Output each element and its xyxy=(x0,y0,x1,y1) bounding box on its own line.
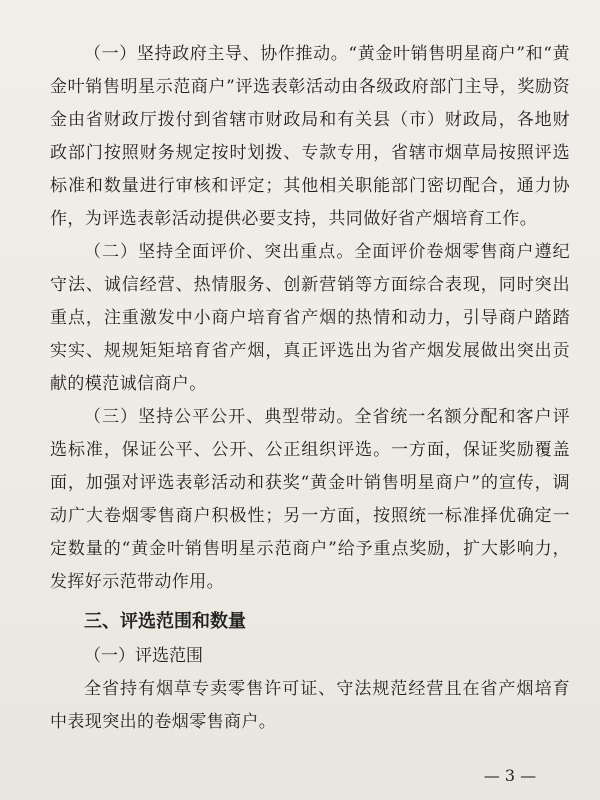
section-heading: 三、评选范围和数量 xyxy=(84,611,246,632)
paragraph-comprehensive-evaluation: （二）坚持全面评价、突出重点。全面评价卷烟零售商户遵纪守法、诚信经营、热情服务、创新营销等方面综合表现，同时突出重点，注重激发中小商户培育省产烟的热情和动力，引导商户踏踏实实、规规矩矩培育省产烟，真正评选出为省产烟发展做出突出贡献的模范诚信商户。 xyxy=(50,242,570,394)
paragraph-fair-open: （三）坚持公平公开、典型带动。全省统一名额分配和客户评选标准，保证公平、公开、公正组织评选。一方面，保证奖励覆盖面，加强对评选表彰活动和获奖“黄金叶销售明星商户”的宣传，调动广大卷烟零售商户积极性；另一方面，按照统一标准择优确定一定数量的“黄金叶销售明星示范商户”给予重点奖励，扩大影响力，发挥好示范带动作用。 xyxy=(50,407,570,592)
document-body xyxy=(50,38,570,739)
paragraph-scope: 全省持有烟草专卖零售许可证、守法规范经营且在省产烟培育中表现突出的卷烟零售商户。 xyxy=(50,679,570,732)
sub-heading: （一）评选范围 xyxy=(84,646,203,666)
paragraph-government-led: （一）坚持政府主导、协作推动。“黄金叶销售明星商户”和“黄金叶销售明星示范商户”评选表彰活动由各级政府部门主导，奖励资金由省财政厅拨付到省辖市财政局和有关县（市）财政局，各地财政部门按照财务规定按时划拨、专款专用，省辖市烟草局按照评选标准和数量进行审核和评定；其他相关职能部门密切配合，通力协作，为评选表彰活动提供必要支持，共同做好省产烟培育工作。 xyxy=(50,44,570,229)
page-number: — 3 — xyxy=(483,766,537,785)
